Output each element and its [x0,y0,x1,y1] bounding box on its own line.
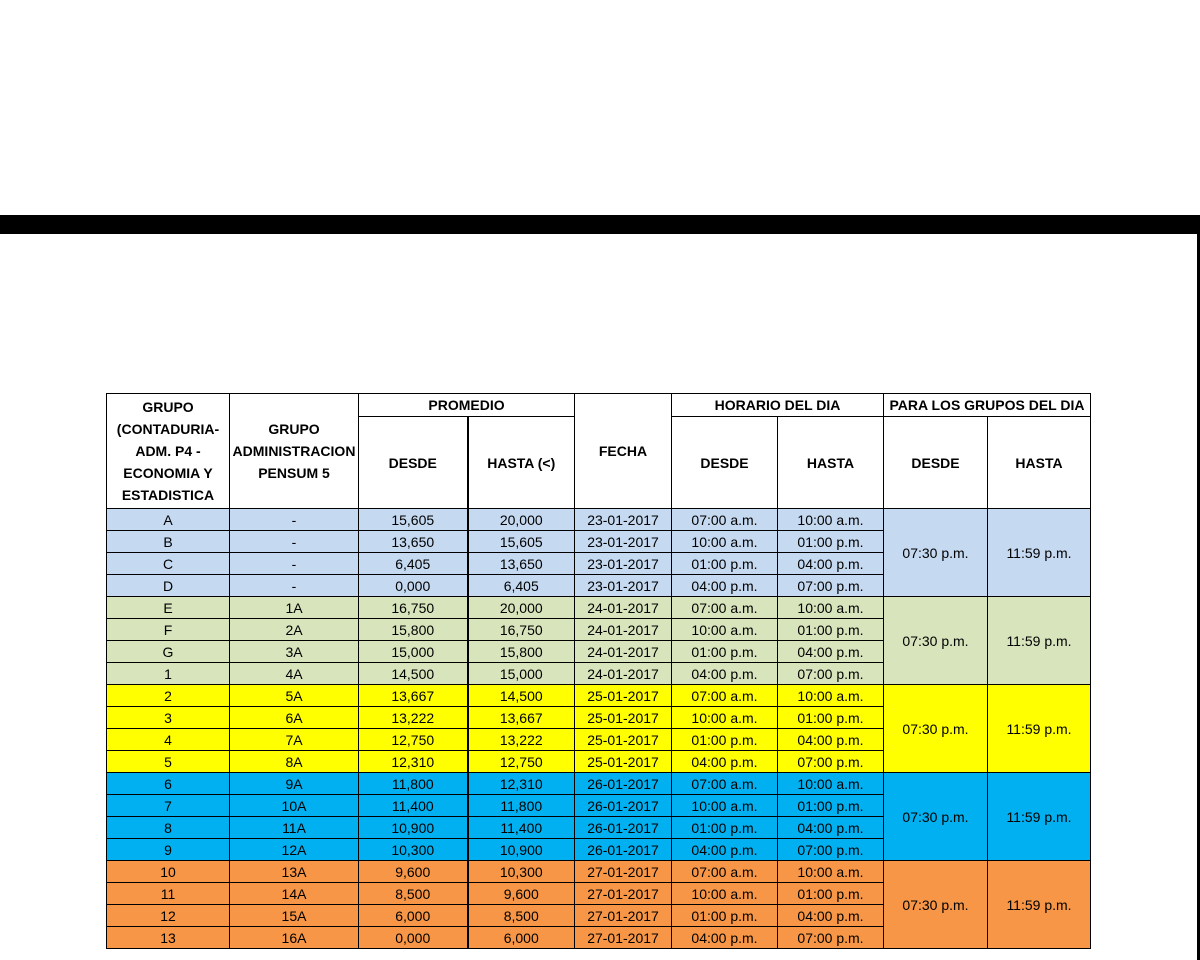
promedio-hasta-cell: 15,605 [468,531,575,553]
admin-group-cell: 4A [230,663,359,685]
promedio-desde-cell: 12,750 [359,729,468,751]
fecha-cell: 26-01-2017 [575,773,672,795]
para-grupos-desde-cell: 07:30 p.m. [884,685,988,773]
promedio-hasta-cell: 11,800 [468,795,575,817]
table-row [107,685,1091,707]
promedio-hasta-cell: 15,800 [468,641,575,663]
grupo-cell: E [107,597,230,619]
header-promedio-hasta: HASTA (<) [468,417,575,509]
promedio-hasta-cell: 12,310 [468,773,575,795]
admin-group-cell: 12A [230,839,359,861]
horario-desde-cell: 01:00 p.m. [672,729,778,751]
grupo-cell: 6 [107,773,230,795]
admin-group-cell: 14A [230,883,359,905]
horario-hasta-cell: 07:00 p.m. [778,839,884,861]
admin-group-cell: 6A [230,707,359,729]
admin-group-cell: 3A [230,641,359,663]
grupo-cell: F [107,619,230,641]
promedio-desde-cell: 0,000 [359,575,468,597]
admin-group-cell: 8A [230,751,359,773]
admin-group-cell: - [230,509,359,531]
promedio-desde-cell: 12,310 [359,751,468,773]
para-grupos-hasta-cell: 11:59 p.m. [988,597,1091,685]
admin-group-cell: 2A [230,619,359,641]
horario-hasta-cell: 01:00 p.m. [778,707,884,729]
admin-group-cell: 10A [230,795,359,817]
horario-desde-cell: 07:00 a.m. [672,509,778,531]
fecha-cell: 27-01-2017 [575,905,672,927]
horario-hasta-cell: 10:00 a.m. [778,861,884,883]
fecha-cell: 26-01-2017 [575,795,672,817]
promedio-hasta-cell: 9,600 [468,883,575,905]
para-grupos-desde-cell: 07:30 p.m. [884,773,988,861]
horario-hasta-cell: 07:00 p.m. [778,751,884,773]
fecha-cell: 25-01-2017 [575,707,672,729]
admin-group-cell: 1A [230,597,359,619]
horario-hasta-cell: 04:00 p.m. [778,905,884,927]
promedio-hasta-cell: 14,500 [468,685,575,707]
fecha-cell: 24-01-2017 [575,619,672,641]
horario-hasta-cell: 04:00 p.m. [778,729,884,751]
fecha-cell: 26-01-2017 [575,839,672,861]
promedio-desde-cell: 11,800 [359,773,468,795]
fecha-cell: 23-01-2017 [575,509,672,531]
fecha-cell: 26-01-2017 [575,817,672,839]
admin-group-cell: - [230,575,359,597]
admin-group-cell: 16A [230,927,359,949]
promedio-desde-cell: 15,800 [359,619,468,641]
admin-group-cell: - [230,553,359,575]
para-grupos-desde-cell: 07:30 p.m. [884,509,988,597]
horario-desde-cell: 04:00 p.m. [672,839,778,861]
promedio-desde-cell: 11,400 [359,795,468,817]
horario-hasta-cell: 04:00 p.m. [778,641,884,663]
table-row [107,861,1091,883]
horario-desde-cell: 10:00 a.m. [672,531,778,553]
promedio-desde-cell: 0,000 [359,927,468,949]
horario-desde-cell: 01:00 p.m. [672,817,778,839]
promedio-desde-cell: 15,000 [359,641,468,663]
horario-hasta-cell: 10:00 a.m. [778,773,884,795]
fecha-cell: 23-01-2017 [575,553,672,575]
promedio-desde-cell: 6,000 [359,905,468,927]
horario-desde-cell: 07:00 a.m. [672,861,778,883]
promedio-hasta-cell: 10,900 [468,839,575,861]
grupo-cell: 10 [107,861,230,883]
grupo-cell: C [107,553,230,575]
grupo-cell: 11 [107,883,230,905]
grupo-cell: 1 [107,663,230,685]
horario-hasta-cell: 04:00 p.m. [778,553,884,575]
grupo-cell: 12 [107,905,230,927]
promedio-desde-cell: 9,600 [359,861,468,883]
admin-group-cell: 9A [230,773,359,795]
table-row [107,509,1091,531]
horario-hasta-cell: 01:00 p.m. [778,883,884,905]
para-grupos-hasta-cell: 11:59 p.m. [988,509,1091,597]
promedio-hasta-cell: 8,500 [468,905,575,927]
para-grupos-hasta-cell: 11:59 p.m. [988,685,1091,773]
promedio-desde-cell: 8,500 [359,883,468,905]
header-horario-del-dia: HORARIO DEL DIA [672,394,884,417]
promedio-hasta-cell: 13,650 [468,553,575,575]
horario-desde-cell: 01:00 p.m. [672,905,778,927]
promedio-desde-cell: 10,300 [359,839,468,861]
horario-hasta-cell: 07:00 p.m. [778,927,884,949]
horario-desde-cell: 04:00 p.m. [672,575,778,597]
promedio-hasta-cell: 15,000 [468,663,575,685]
horario-hasta-cell: 07:00 p.m. [778,663,884,685]
promedio-desde-cell: 16,750 [359,597,468,619]
promedio-desde-cell: 14,500 [359,663,468,685]
fecha-cell: 24-01-2017 [575,641,672,663]
horario-desde-cell: 04:00 p.m. [672,751,778,773]
fecha-cell: 25-01-2017 [575,685,672,707]
horario-hasta-cell: 10:00 a.m. [778,509,884,531]
header-fecha: FECHA [575,394,672,509]
horario-desde-cell: 07:00 a.m. [672,773,778,795]
horario-desde-cell: 07:00 a.m. [672,597,778,619]
header-para-los-grupos: PARA LOS GRUPOS DEL DIA [884,394,1091,417]
horario-hasta-cell: 10:00 a.m. [778,597,884,619]
admin-group-cell: 13A [230,861,359,883]
horario-desde-cell: 10:00 a.m. [672,795,778,817]
horario-hasta-cell: 01:00 p.m. [778,619,884,641]
fecha-cell: 25-01-2017 [575,729,672,751]
admin-group-cell: 15A [230,905,359,927]
horario-desde-cell: 10:00 a.m. [672,883,778,905]
horario-hasta-cell: 04:00 p.m. [778,817,884,839]
top-divider-bar [0,215,1200,234]
horario-hasta-cell: 01:00 p.m. [778,795,884,817]
horario-hasta-cell: 07:00 p.m. [778,575,884,597]
grupo-cell: 13 [107,927,230,949]
table-body [107,509,1091,949]
grupo-cell: 4 [107,729,230,751]
header-grupo-administracion: GRUPO ADMINISTRACION PENSUM 5 [230,394,359,509]
fecha-cell: 27-01-2017 [575,927,672,949]
promedio-desde-cell: 15,605 [359,509,468,531]
fecha-cell: 24-01-2017 [575,663,672,685]
horario-desde-cell: 07:00 a.m. [672,685,778,707]
promedio-hasta-cell: 13,222 [468,729,575,751]
promedio-hasta-cell: 12,750 [468,751,575,773]
grupo-cell: B [107,531,230,553]
grupo-cell: 9 [107,839,230,861]
promedio-hasta-cell: 6,000 [468,927,575,949]
para-grupos-hasta-cell: 11:59 p.m. [988,861,1091,949]
horario-hasta-cell: 10:00 a.m. [778,685,884,707]
header-grupo-contaduria: GRUPO (CONTADURIA-ADM. P4 - ECONOMIA Y ESTADISTICA [107,394,230,509]
promedio-desde-cell: 13,667 [359,685,468,707]
promedio-desde-cell: 13,650 [359,531,468,553]
table-row [107,773,1091,795]
horario-desde-cell: 01:00 p.m. [672,553,778,575]
promedio-hasta-cell: 20,000 [468,509,575,531]
header-promedio: PROMEDIO [359,394,575,417]
horario-hasta-cell: 01:00 p.m. [778,531,884,553]
table-header [107,394,1091,509]
fecha-cell: 23-01-2017 [575,575,672,597]
fecha-cell: 24-01-2017 [575,597,672,619]
header-horario-desde: DESDE [672,417,778,509]
promedio-hasta-cell: 11,400 [468,817,575,839]
admin-group-cell: 5A [230,685,359,707]
admin-group-cell: - [230,531,359,553]
admin-group-cell: 11A [230,817,359,839]
grupo-cell: D [107,575,230,597]
para-grupos-hasta-cell: 11:59 p.m. [988,773,1091,861]
promedio-hasta-cell: 6,405 [468,575,575,597]
header-para-hasta: HASTA [988,417,1091,509]
horario-desde-cell: 04:00 p.m. [672,927,778,949]
header-para-desde: DESDE [884,417,988,509]
admin-group-cell: 7A [230,729,359,751]
para-grupos-desde-cell: 07:30 p.m. [884,597,988,685]
grupo-cell: 2 [107,685,230,707]
grupo-cell: G [107,641,230,663]
grupo-cell: A [107,509,230,531]
para-grupos-desde-cell: 07:30 p.m. [884,861,988,949]
promedio-hasta-cell: 13,667 [468,707,575,729]
fecha-cell: 27-01-2017 [575,861,672,883]
fecha-cell: 25-01-2017 [575,751,672,773]
header-promedio-desde: DESDE [359,417,468,509]
promedio-desde-cell: 13,222 [359,707,468,729]
fecha-cell: 23-01-2017 [575,531,672,553]
schedule-table [106,393,1091,949]
promedio-hasta-cell: 20,000 [468,597,575,619]
horario-desde-cell: 04:00 p.m. [672,663,778,685]
promedio-desde-cell: 6,405 [359,553,468,575]
horario-desde-cell: 10:00 a.m. [672,619,778,641]
grupo-cell: 5 [107,751,230,773]
promedio-hasta-cell: 10,300 [468,861,575,883]
promedio-desde-cell: 10,900 [359,817,468,839]
grupo-cell: 3 [107,707,230,729]
horario-desde-cell: 01:00 p.m. [672,641,778,663]
promedio-hasta-cell: 16,750 [468,619,575,641]
grupo-cell: 7 [107,795,230,817]
horario-desde-cell: 10:00 a.m. [672,707,778,729]
table-row [107,597,1091,619]
grupo-cell: 8 [107,817,230,839]
header-horario-hasta: HASTA [778,417,884,509]
fecha-cell: 27-01-2017 [575,883,672,905]
